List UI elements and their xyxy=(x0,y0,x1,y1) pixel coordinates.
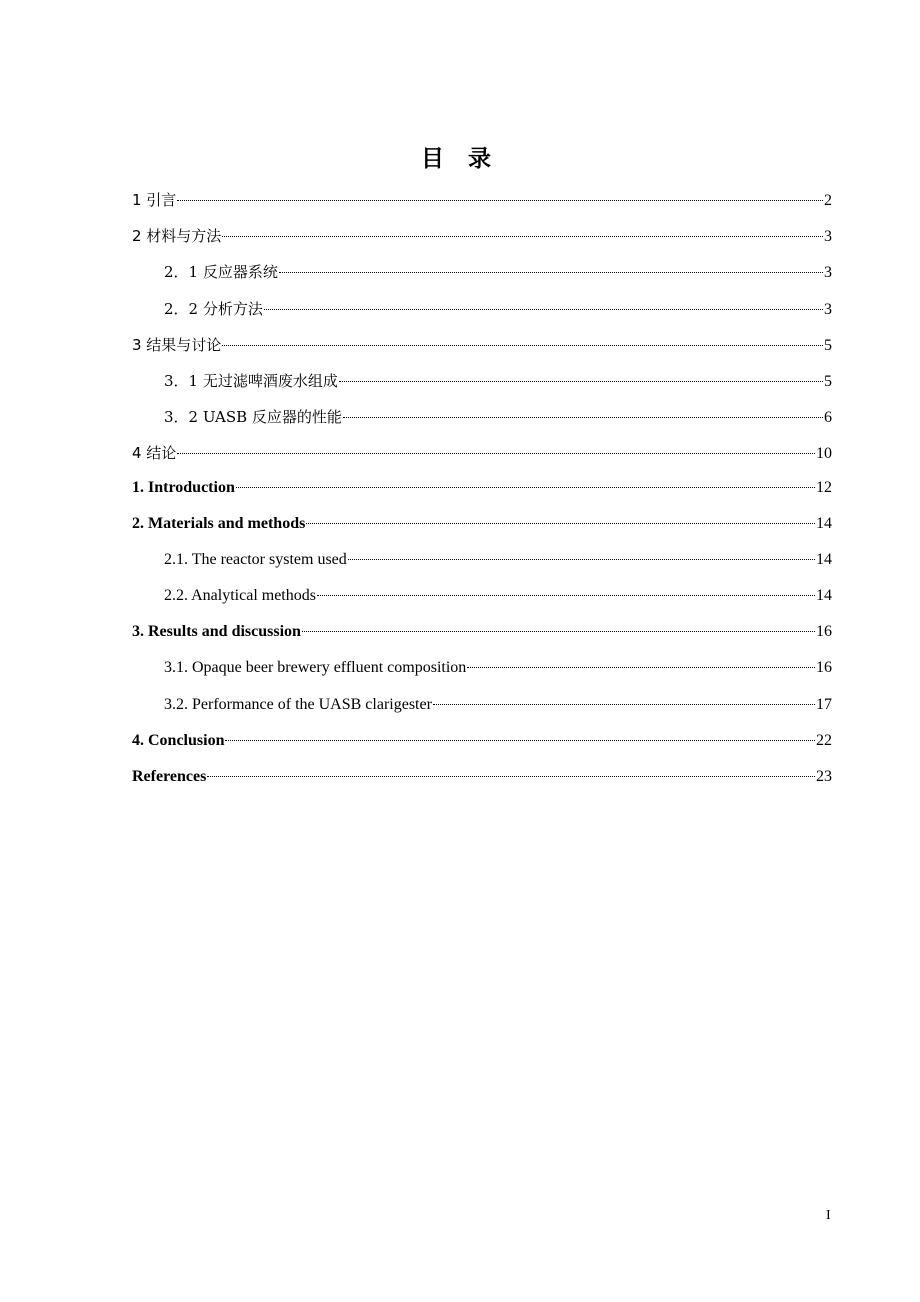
toc-entry-page: 3 xyxy=(824,264,832,282)
toc-entry-label: 2 材料与方法 xyxy=(132,227,222,246)
toc-entry-label: 2．1 反应器系统 xyxy=(164,263,278,282)
toc-dot-leader xyxy=(222,236,823,237)
toc-entry-reactor-system[interactable] xyxy=(132,547,832,583)
toc-entry-page: 3 xyxy=(824,300,832,318)
toc-dot-leader xyxy=(222,345,823,346)
toc-entry-label: 2.1. The reactor system used xyxy=(164,550,347,568)
toc-entry-label: 3.1. Opaque beer brewery effluent composition xyxy=(164,659,467,677)
toc-entry-label: 3 结果与讨论 xyxy=(132,335,222,354)
toc-dot-leader xyxy=(264,309,823,310)
toc-entry-page: 22 xyxy=(816,731,832,749)
toc-entry-label: 2．2 分析方法 xyxy=(164,299,263,318)
toc-entry-page: 12 xyxy=(816,478,832,496)
toc-entry-page: 16 xyxy=(816,623,832,641)
toc-entry-label: 3. Results and discussion xyxy=(132,623,301,641)
toc-entry-effluent-composition[interactable] xyxy=(132,655,832,691)
toc-entry-label: 3.2. Performance of the UASB clarigester xyxy=(164,695,432,713)
toc-entry-page: 5 xyxy=(824,336,832,354)
toc-entry-page: 3 xyxy=(824,228,832,246)
table-of-contents xyxy=(132,185,832,800)
toc-dot-leader xyxy=(433,704,815,705)
toc-dot-leader xyxy=(177,200,823,201)
toc-entry-analytical-methods[interactable] xyxy=(132,583,832,619)
toc-dot-leader xyxy=(467,667,815,668)
toc-dot-leader xyxy=(177,453,815,454)
toc-entry-label: 4 结论 xyxy=(132,444,177,463)
toc-entry-label: 1. Introduction xyxy=(132,478,235,496)
toc-dot-leader xyxy=(343,417,823,418)
toc-entry-page: 17 xyxy=(816,695,832,713)
toc-entry-label: References xyxy=(132,768,207,785)
toc-entry-label: 3．1 无过滤啤酒废水组成 xyxy=(164,371,338,390)
toc-entry-label: 1 引言 xyxy=(132,191,177,209)
toc-entry-results-discussion-cn[interactable] xyxy=(132,330,832,366)
toc-entry-reactor-system-cn[interactable] xyxy=(132,257,832,293)
toc-entry-label: 3．2 UASB 反应器的性能 xyxy=(164,408,342,427)
toc-entry-page: 6 xyxy=(824,409,832,427)
toc-entry-uasb-performance[interactable] xyxy=(132,692,832,728)
toc-entry-page: 2 xyxy=(824,192,832,209)
toc-entry-conclusion[interactable] xyxy=(132,728,832,764)
toc-entry-page: 16 xyxy=(816,659,832,677)
toc-entry-page: 14 xyxy=(816,587,832,605)
toc-entry-materials-methods-cn[interactable] xyxy=(132,221,832,257)
toc-entry-label: 4. Conclusion xyxy=(132,731,225,749)
toc-entry-references[interactable] xyxy=(132,764,832,800)
toc-entry-analytical-methods-cn[interactable] xyxy=(132,294,832,330)
toc-dot-leader xyxy=(236,487,815,488)
toc-entry-label: 2. Materials and methods xyxy=(132,514,306,532)
toc-entry-results-discussion[interactable] xyxy=(132,619,832,655)
toc-entry-introduction[interactable] xyxy=(132,475,832,511)
toc-entry-page: 14 xyxy=(816,514,832,532)
toc-dot-leader xyxy=(279,272,823,273)
toc-entry-page: 5 xyxy=(824,372,832,390)
toc-dot-leader xyxy=(339,381,823,382)
toc-dot-leader xyxy=(348,559,815,560)
toc-entry-page: 10 xyxy=(816,445,832,463)
page-number: I xyxy=(826,1208,831,1223)
toc-dot-leader xyxy=(317,595,815,596)
page-title: 目 录 xyxy=(420,146,499,172)
toc-dot-leader xyxy=(207,776,815,777)
toc-entry-page: 14 xyxy=(816,550,832,568)
toc-entry-uasb-performance-cn[interactable] xyxy=(132,402,832,438)
toc-dot-leader xyxy=(306,523,815,524)
toc-entry-effluent-composition-cn[interactable] xyxy=(132,366,832,402)
toc-dot-leader xyxy=(302,631,815,632)
toc-dot-leader xyxy=(225,740,815,741)
toc-entry-label: 2.2. Analytical methods xyxy=(164,587,316,605)
toc-entry-page: 23 xyxy=(816,768,832,785)
toc-entry-introduction-cn[interactable] xyxy=(132,185,832,221)
toc-entry-conclusion-cn[interactable] xyxy=(132,438,832,474)
toc-entry-materials-methods[interactable] xyxy=(132,511,832,547)
